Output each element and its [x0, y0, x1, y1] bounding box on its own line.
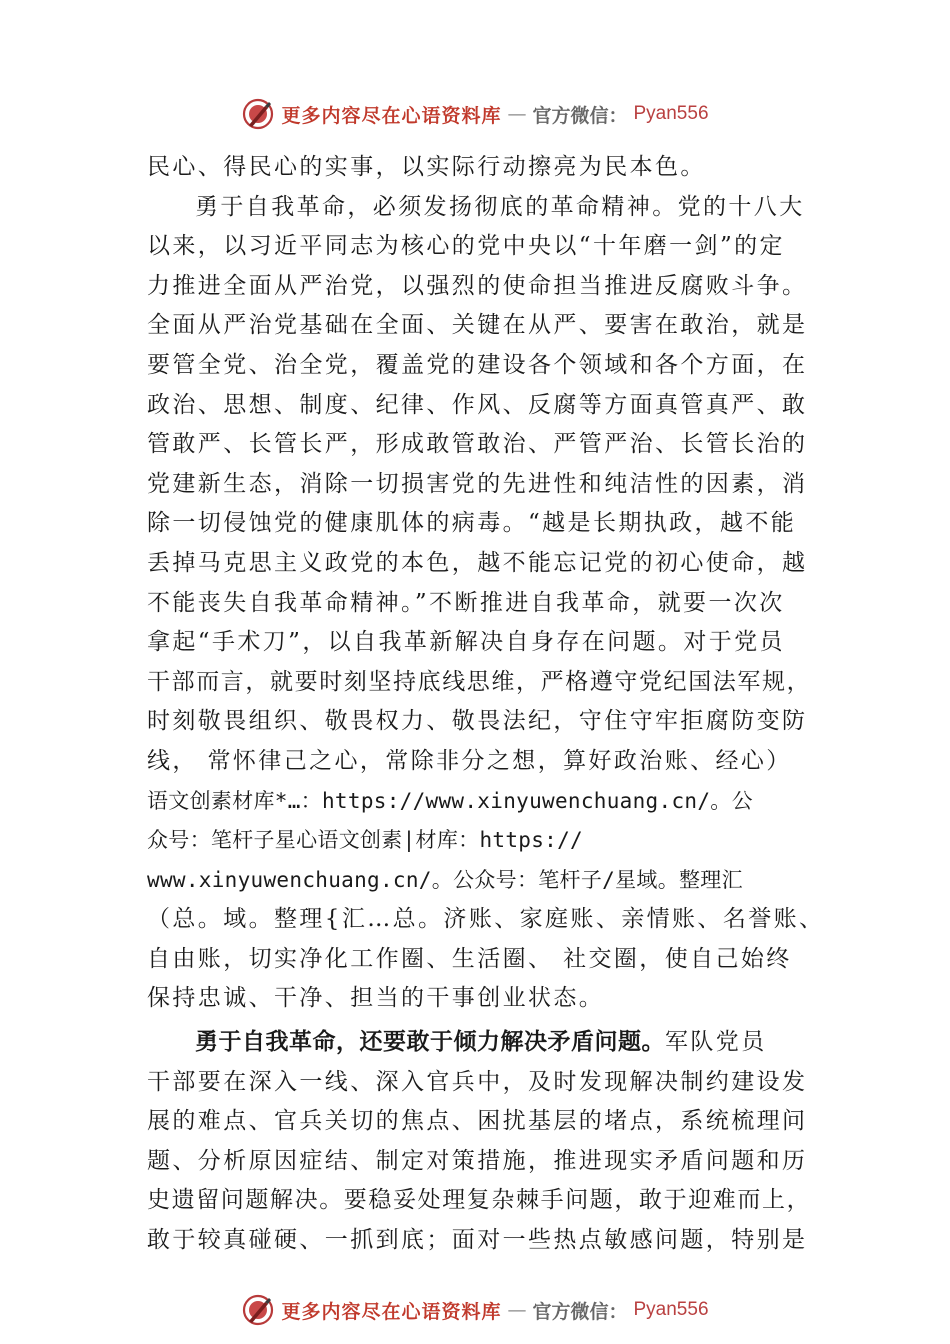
text-line: 干部而言，就要时刻坚持底线思维，严格遵守党纪国法军规，: [147, 668, 812, 695]
text-line: 史遗留问题解决。要稳妥处理复杂棘手问题，敢于迎难而上，: [147, 1187, 812, 1214]
header-wechat-label: 官方微信：: [532, 104, 628, 127]
text-line: 管敢严、长管长严，形成敢管敢治、严管严治、长管长治的: [147, 431, 808, 458]
text-line-url: www.xinyuwenchuang.cn/。公众号：笔杆子/星域。整理汇: [147, 867, 743, 892]
bold-tail-text: 军队党员: [665, 1029, 767, 1056]
pen-seal-logo-icon: [241, 97, 275, 131]
bold-lead-sentence: 勇于自我革命，还要敢于倾力解决矛盾问题。: [195, 1029, 665, 1056]
paragraph-start: 勇于自我革命，必须发扬彻底的革命精神。党的十八大: [195, 193, 805, 220]
text-line: 力推进全面从严治党，以强烈的使命担当推进反腐败斗争。: [147, 272, 808, 299]
text-line-url: 众号：笔杆子星心语文创素|材库：https://: [147, 828, 583, 853]
text-line: 题、分析原因症结、制定对策措施，推进现实矛盾问题和历: [147, 1147, 808, 1174]
text-line: 展的难点、官兵关切的焦点、困扰基层的堵点，系统梳理问: [147, 1108, 808, 1135]
text-line: （总。域。整理{汇…总。济账、家庭账、亲情账、名誉账、: [147, 906, 825, 933]
header-title: 更多内容尽在心语资料库: [281, 104, 502, 127]
text-line: 不能丧失自我革命精神。”不断推进自我革命，就要一次次: [147, 589, 785, 616]
footer-dash: —: [507, 1299, 527, 1321]
text-line: 党建新生态，消除一切损害党的先进性和纯洁性的因素，消: [147, 470, 808, 497]
footer-wechat-handle: Pyan556: [633, 1299, 709, 1320]
text-line: 拿起“手术刀”，以自我革新解决自身存在问题。对于党员: [147, 629, 785, 656]
text-line: 除一切侵蚀党的健康肌体的病毒。“越是长期执政，越不能: [147, 510, 797, 537]
header-banner: [0, 94, 950, 134]
text-line: 自由账，切实净化工作圈、生活圈、 社交圈，使自己始终: [147, 945, 792, 972]
text-line: 政治、思想、制度、纪律、作风、反腐等方面真管真严、敢: [147, 391, 808, 418]
text-line: 保持忠诚、干净、担当的干事创业状态。: [147, 985, 605, 1012]
text-line: 干部要在深入一线、深入官兵中，及时发现解决制约建设发: [147, 1068, 808, 1095]
footer-title: 更多内容尽在心语资料库: [281, 1300, 502, 1323]
text-line: 以来，以习近平同志为核心的党中央以“十年磨一剑”的定: [147, 233, 785, 260]
text-line: 要管全党、治全党，覆盖党的建设各个领域和各个方面，在: [147, 351, 808, 378]
footer-wechat-label: 官方微信：: [532, 1300, 628, 1323]
text-line: 民心、得民心的实事，以实际行动擦亮为民本色。: [147, 154, 706, 180]
header-wechat-handle: Pyan556: [633, 103, 709, 124]
text-line-url: 语文创素材库*…：https://www.xinyuwenchuang.cn/。公: [147, 788, 753, 813]
text-line: 敢于较真碰硬、一抓到底；面对一些热点敏感问题，特别是: [147, 1227, 808, 1254]
text-line: 线， 常怀律己之心，常除非分之想，算好政治账、经心）: [147, 747, 792, 774]
text-line: 丢掉马克思主义政党的本色，越不能忘记党的初心使命，越: [147, 549, 808, 576]
header-dash: —: [507, 103, 527, 125]
text-line: 全面从严治党基础在全面、关键在从严、要害在敢治，就是: [147, 312, 808, 339]
pen-seal-logo-icon: [241, 1293, 275, 1327]
text-line: 时刻敬畏组织、敬畏权力、敬畏法纪，守住守牢拒腐防变防: [147, 708, 808, 735]
footer-banner: [0, 1290, 950, 1330]
document-body: [147, 148, 827, 1261]
paragraph-start-bold: [147, 1023, 827, 1063]
